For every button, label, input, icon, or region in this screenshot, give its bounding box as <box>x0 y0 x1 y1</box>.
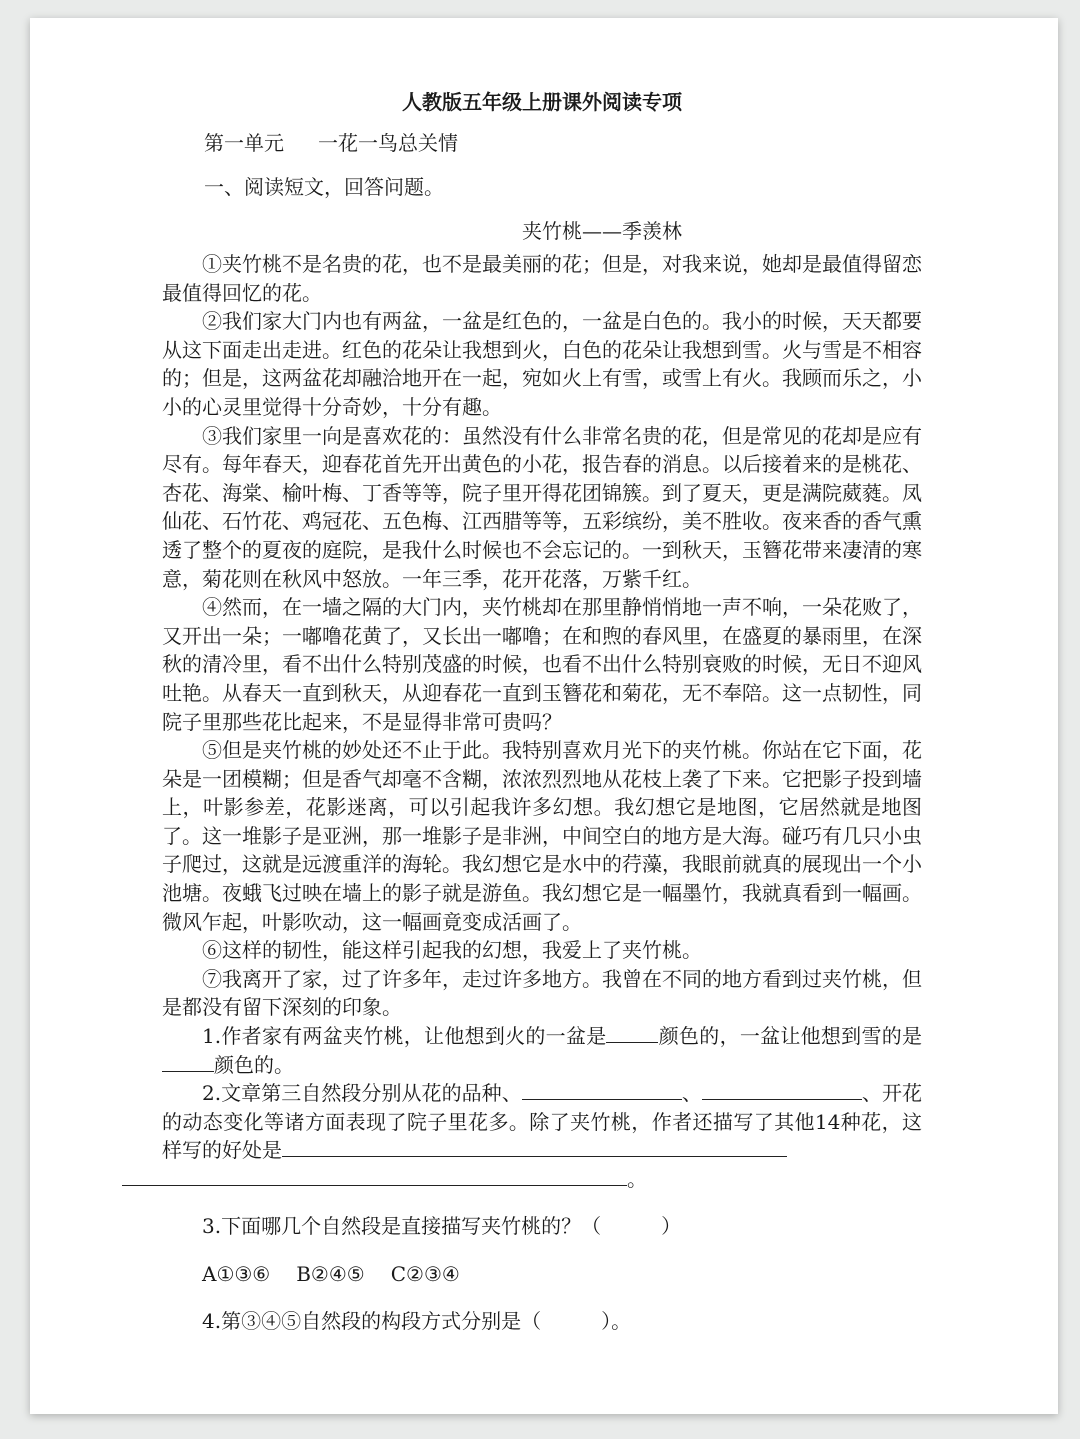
question-2-end: 。 <box>627 1167 647 1191</box>
question-4: 4.第③④⑤自然段的构段方式分别是（ ）。 <box>202 1308 632 1333</box>
option-a[interactable]: A①③⑥ <box>202 1262 271 1287</box>
paragraph-1: ①夹竹桃不是名贵的花，也不是最美丽的花；但是，对我来说，她却是最值得留恋最值得回忆的花。 <box>162 252 922 305</box>
paragraph-4: ④然而，在一墙之隔的大门内，夹竹桃却在那里静悄悄地一声不响，一朵花败了，又开出一朵；一嘟噜花黄了，又长出一嘟噜；在和煦的春风里，在盛夏的暴雨里，在深秋的清冷里，看不出什么特别茂盛的时候，也看不出什么特别衰败的时候，无日不迎风吐艳。从春天一直到秋天，从迎春花一直到玉簪花和菊花，无不奉陪。这一点韧性，同院子里那些花比起来，不是显得非常可贵吗？ <box>162 595 922 734</box>
question-2-text-b: 开花的动态变化等诸方面表现了院子里花多。除了夹竹桃，作者还描写了其他14种花，这样写的好处是 <box>162 1081 923 1163</box>
question-3-options <box>162 1260 922 1289</box>
answer-line-benefit-1[interactable] <box>282 1136 787 1157</box>
paragraph-2: ②我们家大门内也有两盆，一盆是红色的，一盆是白色的。我小的时候，天天都要从这下面走出走进。红色的花朵让我想到火，白色的花朵让我想到雪。火与雪是不相容的；但是，这两盆花却融洽地开在一起，宛如火上有雪，或雪上有火。我顾而乐之，小小的心灵里觉得十分奇妙，十分有趣。 <box>162 309 922 419</box>
option-c[interactable]: C②③④ <box>390 1262 460 1287</box>
unit-label: 第一单元 <box>204 131 284 155</box>
question-2-sep-1: 、 <box>681 1081 702 1106</box>
answer-blank-aspect-2[interactable] <box>702 1079 862 1100</box>
unit-name: 一花一鸟总关情 <box>318 131 458 155</box>
answer-blank-snow-color[interactable] <box>162 1051 214 1072</box>
question-1 <box>162 1022 922 1079</box>
question-1-text-b: 颜色的，一盆让他想到雪的是 <box>658 1024 922 1049</box>
question-2 <box>162 1079 922 1193</box>
paragraph-3: ③我们家里一向是喜欢花的：虽然没有什么非常名贵的花，但是常见的花却是应有尽有。每年春天，迎春花首先开出黄色的小花，报告春的消息。以后接着来的是桃花、杏花、海棠、榆叶梅、丁香等等，院子里开得花团锦簇。到了夏天，更是满院葳蕤。凤仙花、石竹花、鸡冠花、五色梅、江西腊等等，五彩缤纷，美不胜收。夜来香的香气熏透了整个的夏夜的庭院，是我什么时候也不会忘记的。一到秋天，玉簪花带来凄清的寒意，菊花则在秋风中怒放。一年三季，花开花落，万紫千红。 <box>162 423 922 591</box>
paragraph-6: ⑥这样的韧性，能这样引起我的幻想，我爱上了夹竹桃。 <box>202 938 702 963</box>
question-2-sep-2: 、 <box>861 1081 882 1106</box>
passage-title: 夹竹桃——季羡林 <box>522 219 682 243</box>
paragraph-7: ⑦我离开了家，过了许多年，走过许多地方。我曾在不同的地方看到过夹竹桃，但是都没有留下深刻的印象。 <box>162 966 922 1020</box>
answer-blank-aspect-1[interactable] <box>522 1079 682 1100</box>
worksheet-page <box>30 18 1058 1414</box>
unit-heading <box>204 128 922 158</box>
question-1-text-c: 颜色的。 <box>214 1052 294 1077</box>
question-1-text-a: 1.作者家有两盆夹竹桃，让他想到火的一盆是 <box>202 1024 607 1049</box>
answer-line-benefit-2[interactable] <box>122 1165 627 1186</box>
answer-blank-fire-color[interactable] <box>606 1022 658 1043</box>
option-b[interactable]: B②④⑤ <box>296 1262 365 1287</box>
question-2-text-a: 2.文章第三自然段分别从花的品种、 <box>202 1081 522 1106</box>
section-heading: 一、阅读短文，回答问题。 <box>204 175 444 199</box>
paragraph-5: ⑤但是夹竹桃的妙处还不止于此。我特别喜欢月光下的夹竹桃。你站在它下面，花朵是一团模糊；但是香气却毫不含糊，浓浓烈烈地从花枝上袭了下来。它把影子投到墙上，叶影参差，花影迷离，可以引起我许多幻想。我幻想它是地图，它居然就是地图了。这一堆影子是亚洲，那一堆影子是非洲，中间空白的地方是大海。碰巧有几只小虫子爬过，这就是远渡重洋的海轮。我幻想它是水中的荇藻，我眼前就真的展现出一个小池塘。夜蛾飞过映在墙上的影子就是游鱼。我幻想它是一幅墨竹，我就真看到一幅画。微风乍起，叶影吹动，这一幅画竟变成活画了。 <box>162 738 922 934</box>
worksheet-content <box>162 88 922 1335</box>
question-3: 3.下面哪几个自然段是直接描写夹竹桃的？（ ） <box>202 1213 682 1238</box>
document-title: 人教版五年级上册课外阅读专项 <box>402 90 682 114</box>
